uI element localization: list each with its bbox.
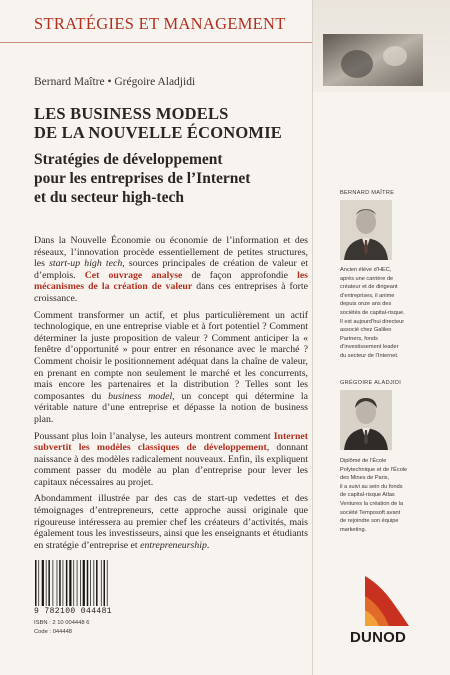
blurb-paragraph-4: Abondamment illustrée par des cas de start-up vedettes et des témoignages d’entrepreneurs, cette approche aussi originale que rigoureuse intéressera au premier chef les créateurs d’activités, mais également tous les investisseurs, ainsi que les enseignants et étudiants en stratégie d’entreprise et entrepreneurship. — [34, 493, 308, 551]
bio-name-maitre: BERNARD MAÎTRE — [340, 190, 395, 196]
barcode-icon — [34, 560, 112, 606]
publisher-name: DUNOD — [350, 629, 406, 646]
book-subtitle — [34, 150, 309, 207]
barcode-number: 9 782100 044481 — [34, 607, 113, 616]
blurb-paragraph-2: Comment transformer un actif, et plus particulièrement un actif technologique, en une entreprise viable et à fort potentiel ? Comment déterminer la juste proposition de valeur ? Comment anticiper la « fenêtre d’opportunité » pour entrer en résonance avec le marché ? Comment choisir le positionnement adéquat dans la chaîne de valeur, en prenant en compte non seulement le marché et les concurrents, mais encore les partenaires et la distribution ? Telles sont les composantes du business model, un concept qui détermine la véritable nature d’une entreprise et dépasse la notion de business plan. — [34, 309, 308, 425]
bio-name-aladjidi: GRÉGOIRE ALADJIDI — [340, 380, 402, 386]
series-title: STRATÉGIES ET MANAGEMENT — [34, 14, 286, 33]
product-code: Code : 044448 — [34, 629, 73, 635]
subtitle-line: et du secteur high-tech — [34, 189, 184, 206]
bio-text-aladjidi: Diplômé de l’École Polytechnique et de l’École des Mines de Paris, il a suivi au sein du fonds de capital-risque Atlas Ventures la création de la société Temposoft avant de rejoindre son équipe marketing. — [340, 458, 408, 533]
portrait-photo-aladjidi — [340, 390, 392, 450]
subtitle-line: Stratégies de développement — [34, 151, 223, 168]
authors-line: Bernard Maître • Grégoire Aladjidi — [34, 76, 196, 88]
title-line: DE LA NOUVELLE ÉCONOMIE — [34, 123, 283, 142]
column-divider — [312, 0, 313, 675]
title-line: LES BUSINESS MODELS — [34, 104, 229, 123]
book-title — [34, 104, 309, 142]
corner-photo-strip — [323, 34, 423, 86]
bio-text-maitre: Ancien élève d’HEC, après une carrière de créateur et de dirigeant d’entreprises, il anime depuis onze ans des sociétés de capital-risque. Il est aujourd’hui directeur associé chez Galileo Partners, fonds d’investissement leader du secteur de l’Internet. — [340, 267, 405, 359]
blurb — [34, 235, 308, 556]
blurb-paragraph-1: Dans la Nouvelle Économie ou économie de l’information et des réseaux, l’innovation procède essentiellement de petites structures, les start-up high tech, sources principales de création de valeur et d’emplois. Cet ouvrage analyse de façon approfondie les mécanismes de la création de valeur dans ces entreprises à forte croissance. — [34, 235, 308, 304]
blurb-paragraph-3: Poussant plus loin l’analyse, les auteurs montrent comment Internet subvertit les modèles classiques de développement, donnant naissance à des modèles radicalement nouveaux. Enfin, ils expliquent comment passer du modèle au plan d’entreprise pour lever les capitaux nécessaires au projet. — [34, 430, 308, 488]
highlight: Cet ouvrage analyse — [84, 269, 183, 281]
portrait-photo-maitre — [340, 200, 392, 260]
isbn: ISBN : 2 10 004448 6 — [34, 620, 90, 626]
series-rule — [0, 42, 312, 43]
highlight: Internet subvertit les modèles classiques de développement — [34, 430, 308, 454]
highlight: les mécanismes de la création de valeur — [34, 269, 308, 293]
subtitle-line: pour les entreprises de l’Internet — [34, 170, 251, 187]
